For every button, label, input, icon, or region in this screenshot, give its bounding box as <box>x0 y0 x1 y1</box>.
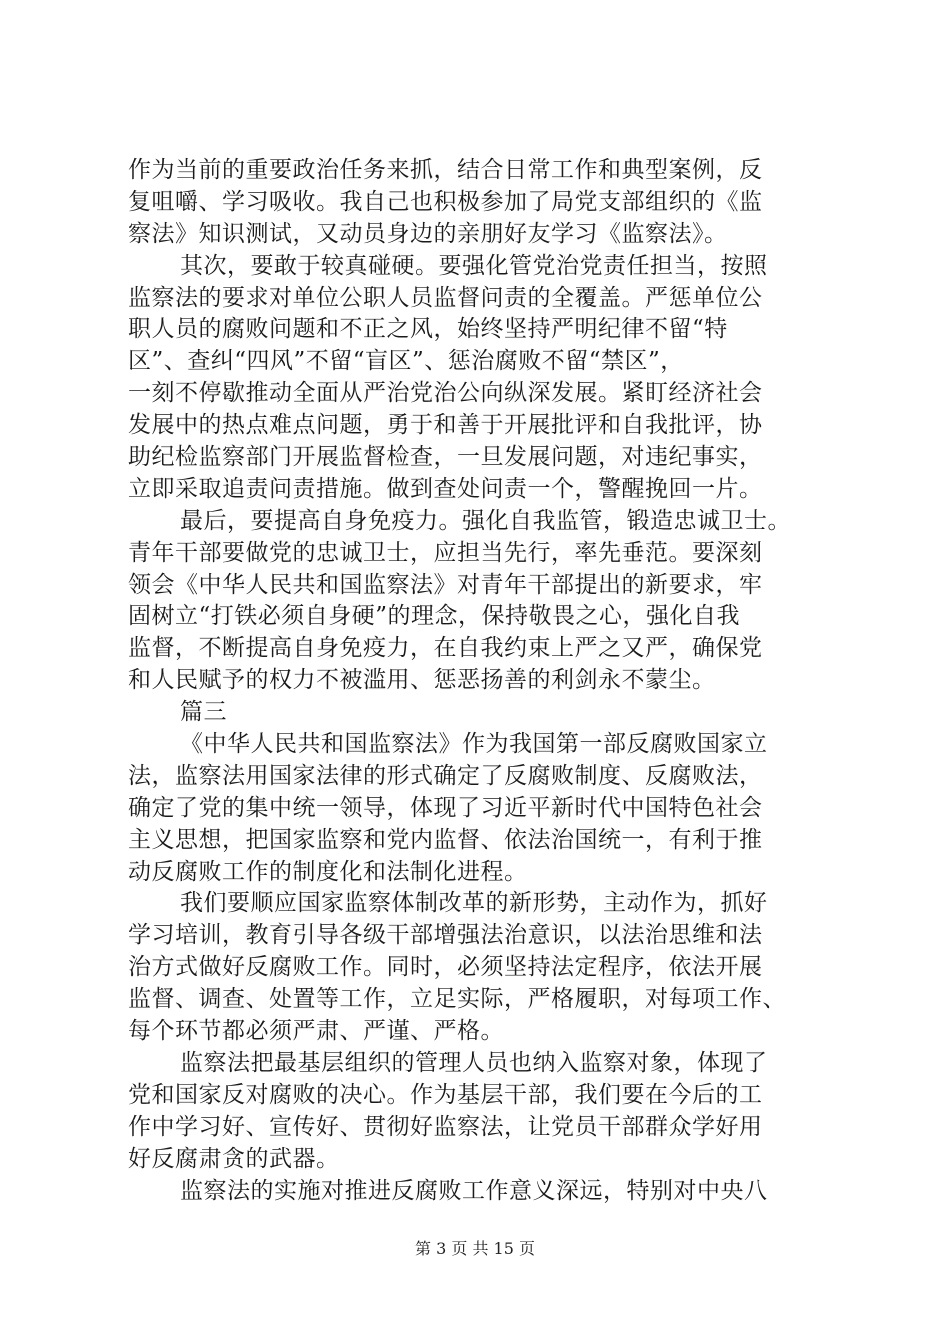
page-number-footer: 第 3 页 共 15 页 <box>415 1239 535 1258</box>
text-line: 职人员的腐败问题和不正之风，始终坚持严明纪律不留“特 <box>128 316 728 343</box>
text-line: 好反腐肃贪的武器。 <box>128 1145 340 1172</box>
text-line: 复咀嚼、学习吸收。我自己也积极参加了局党支部组织的《监 <box>128 188 763 215</box>
text-line: 学习培训，教育引导各级干部增强法治意识，以法治思维和法 <box>128 922 763 949</box>
text-line: 助纪检监察部门开展监督检查，一旦发展问题，对违纪事实， <box>128 444 763 471</box>
paragraph-start-line: 监察法把最基层组织的管理人员也纳入监察对象，体现了 <box>180 1049 768 1076</box>
text-line: 立即采取追责问责措施。做到查处问责一个，警醒挽回一片。 <box>128 475 763 502</box>
paragraph-start-line: 监察法的实施对推进反腐败工作意义深远，特别对中央八 <box>180 1177 768 1204</box>
text-line: 察法》知识测试，又动员身边的亲朋好友学习《监察法》。 <box>128 220 728 247</box>
text-line: 党和国家反对腐败的决心。作为基层干部，我们要在今后的工 <box>128 1081 763 1108</box>
paragraph-start-line: 我们要顺应国家监察体制改革的新形势，主动作为，抓好 <box>180 890 768 917</box>
text-line: 法，监察法用国家法律的形式确定了反腐败制度、反腐败法， <box>128 762 763 789</box>
paragraph-start-line: 最后，要提高自身免疫力。强化自我监管，锻造忠诚卫士。 <box>180 507 791 534</box>
text-line: 监督，不断提高自身免疫力，在自我约束上严之又严，确保党 <box>128 635 763 662</box>
document-body <box>128 155 828 1207</box>
text-line: 作为当前的重要政治任务来抓，结合日常工作和典型案例，反 <box>128 157 763 183</box>
text-line: 确定了党的集中统一领导，体现了习近平新时代中国特色社会 <box>128 794 763 821</box>
text-line: 区”、查纠“四风”不留“盲区”、惩治腐败不留“禁区”， <box>128 348 684 375</box>
paragraph-start-line: 其次，要敢于较真碰硬。要强化管党治党责任担当，按照 <box>180 252 768 279</box>
text-line: 每个环节都必须严肃、严谨、严格。 <box>128 1018 504 1045</box>
paragraph-start-line: 《中华人民共和国监察法》作为我国第一部反腐败国家立 <box>180 731 768 758</box>
text-line: 领会《中华人民共和国监察法》对青年干部提出的新要求，牢 <box>128 571 763 598</box>
text-line: 一刻不停歇推动全面从严治党治公向纵深发展。紧盯经济社会 <box>128 380 763 407</box>
text-line: 监督、调查、处置等工作，立足实际，严格履职，对每项工作、 <box>128 986 786 1013</box>
text-line: 固树立“打铁必须自身硬”的理念，保持敬畏之心，强化自我 <box>128 603 741 630</box>
text-line: 治方式做好反腐败工作。同时，必须坚持法定程序，依法开展 <box>128 954 763 981</box>
text-line: 动反腐败工作的制度化和法制化进程。 <box>128 858 528 885</box>
text-line: 监察法的要求对单位公职人员监督问责的全覆盖。严惩单位公 <box>128 284 763 311</box>
section-heading: 篇三 <box>180 699 227 726</box>
text-line: 主义思想，把国家监察和党内监督、依法治国统一，有利于推 <box>128 826 763 853</box>
text-line: 青年干部要做党的忠诚卫士，应担当先行，率先垂范。要深刻 <box>128 539 763 566</box>
text-line: 发展中的热点难点问题，勇于和善于开展批评和自我批评，协 <box>128 412 763 439</box>
text-line: 作中学习好、宣传好、贯彻好监察法，让党员干部群众学好用 <box>128 1113 763 1140</box>
text-line: 和人民赋予的权力不被滥用、惩恶扬善的利剑永不蒙尘。 <box>128 667 716 694</box>
